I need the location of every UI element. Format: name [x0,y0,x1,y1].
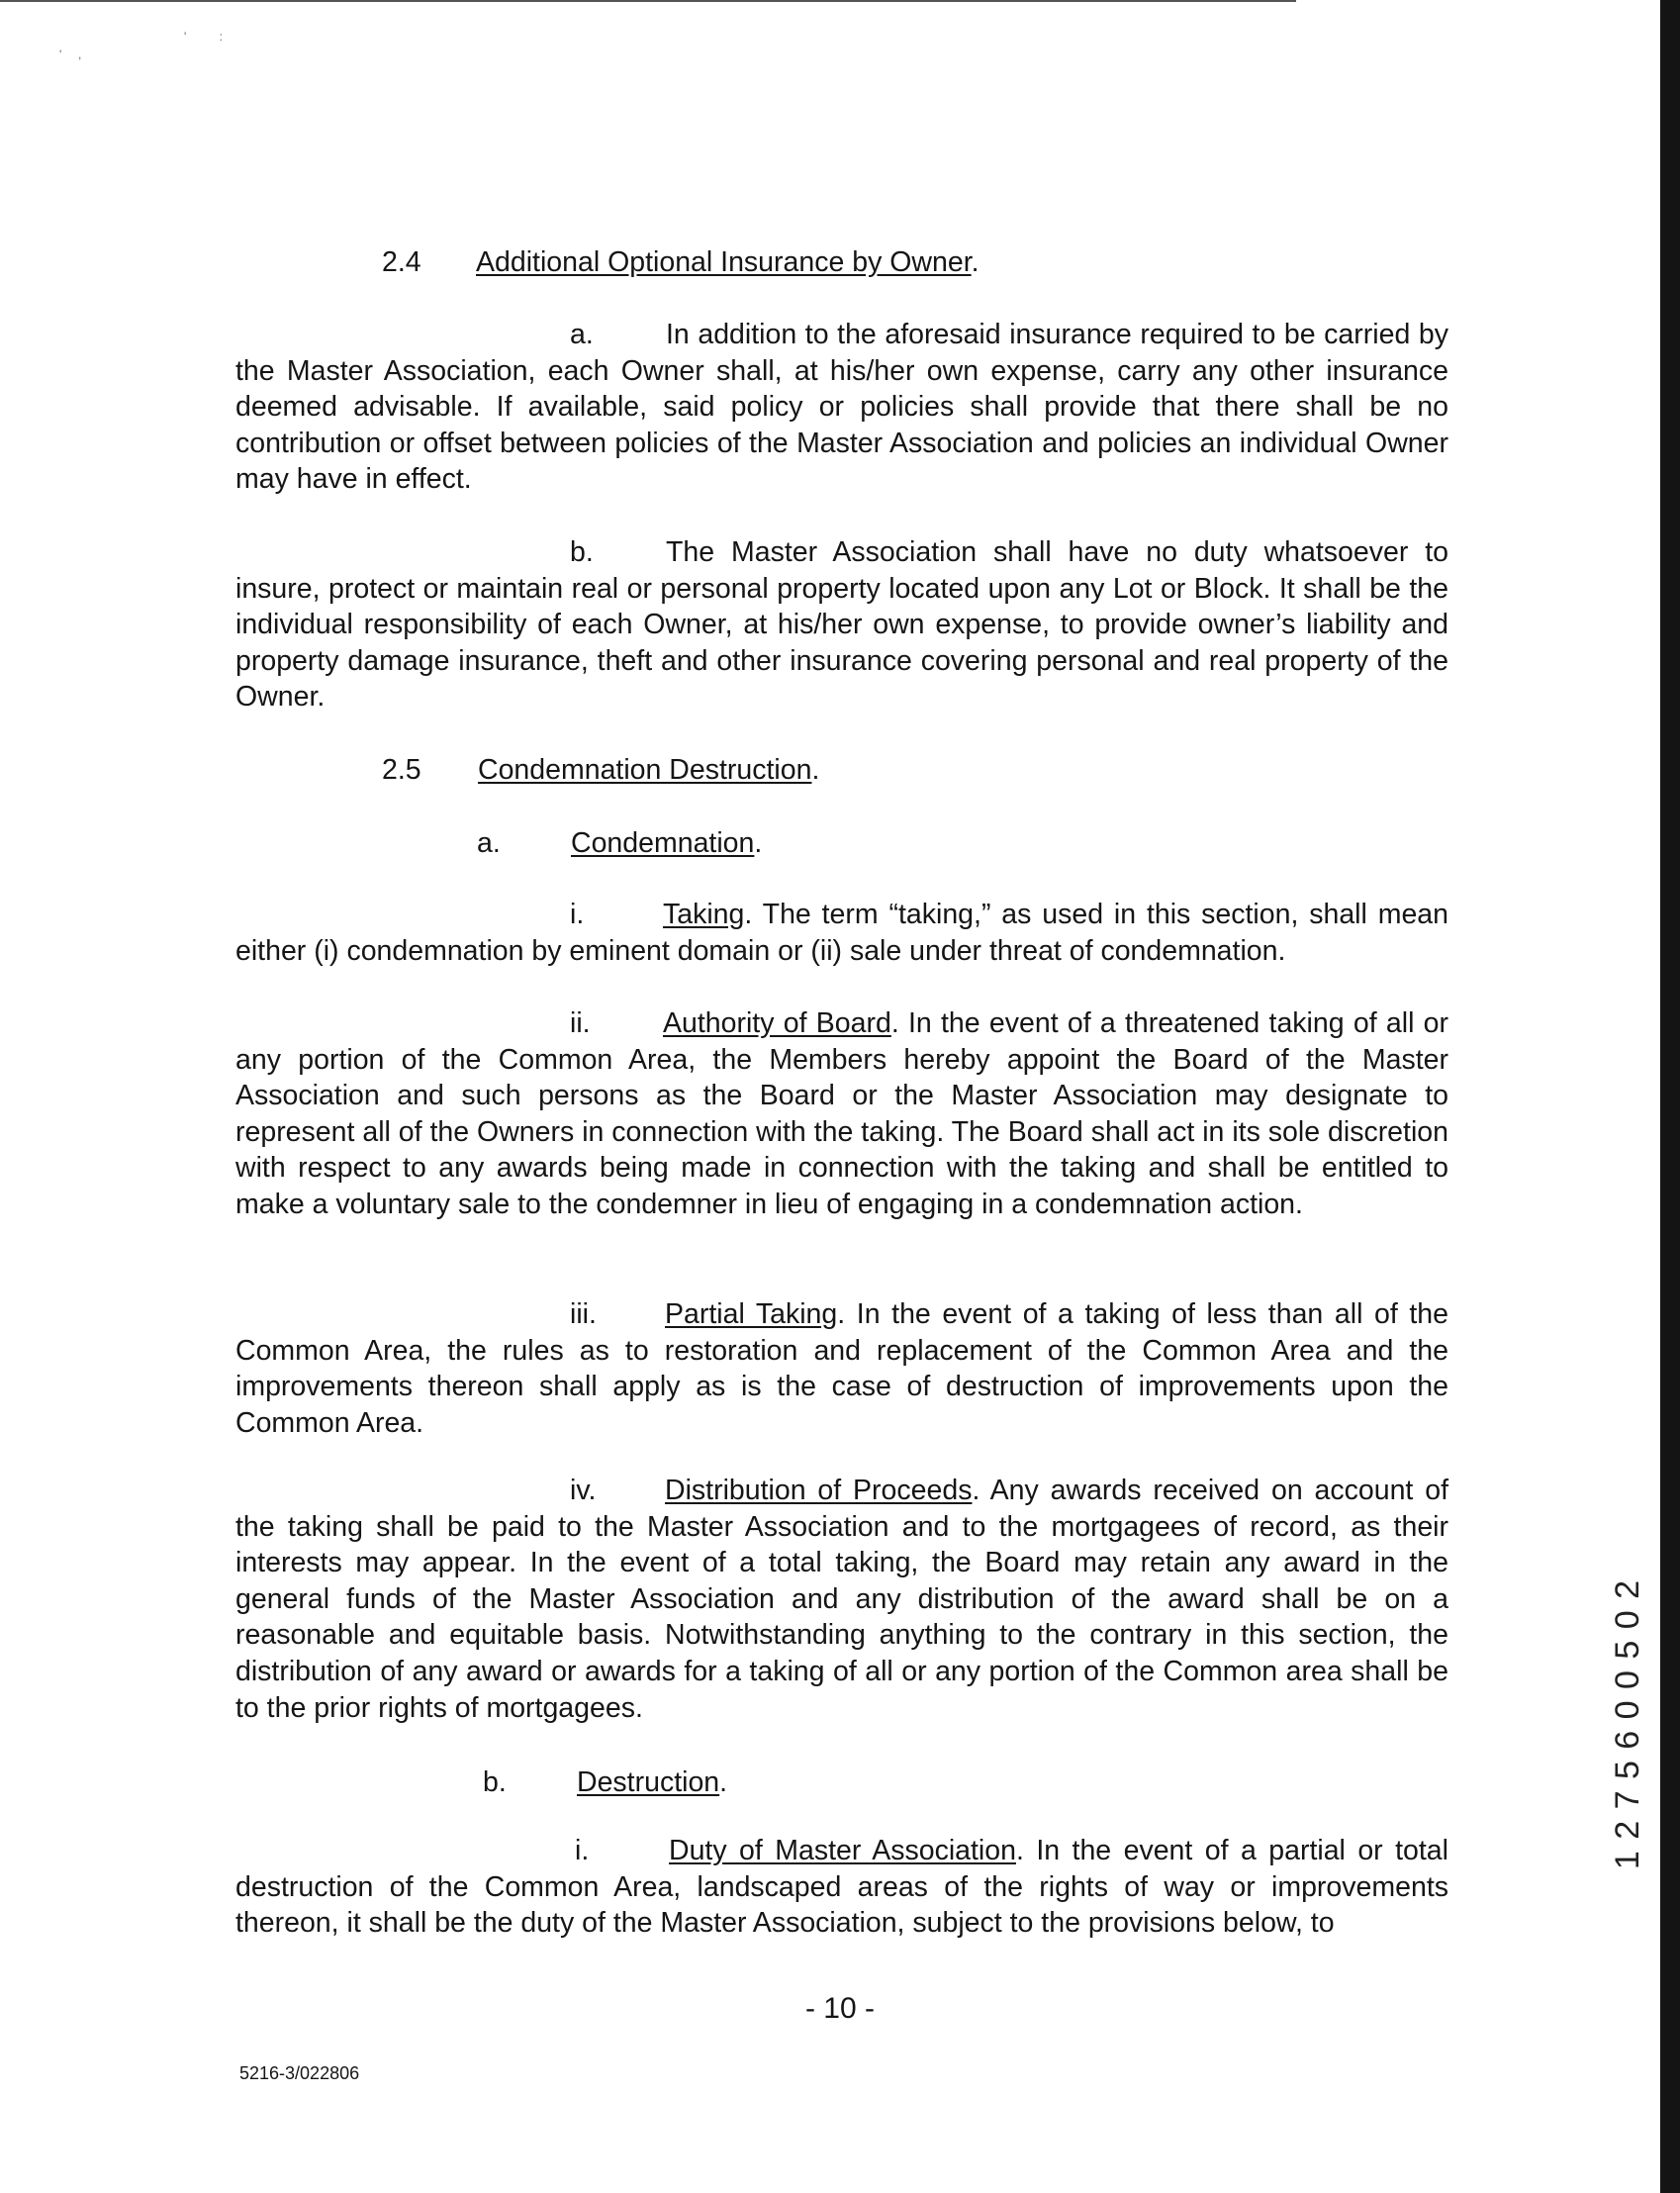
document-id: 5216-3/022806 [239,2063,360,2083]
subsection-b-heading: b. Destruction. [483,1766,728,1798]
item-first-line: In the event of a taking of less than all of [845,1298,1398,1330]
item-heading: Partial Taking [665,1298,838,1330]
subsection-marker: a. [477,827,501,859]
item-body: of the taking shall be paid to the Master Association and to the mortgagees of record, as their interests may appear. In the event of a total taking, the Board may retain any award in the general funds of the Master Association and any distribution of the award shall be on a reasonable and equitable basis. Notwithstanding anything to the contrary in this section, the distribution of any award or awards for a taking of all or any portion of the Common area shall be to the prior rights of mortgagees. [235,1475,1449,1724]
paragraph-2-4-b [235,534,1448,715]
scan-speck: ' , [59,48,82,61]
item-first-line: In the event of a threatened taking of [898,1007,1377,1039]
item-marker: iii. [570,1298,597,1330]
item-authority-of-board: ii. Authority of Board. In the event of a threatened taking of all or any portion of the Common Area, the Members hereby appoint the Board of the Master Association and such persons as the Board or the Master Association may designate to represent all of the Owners in connection with the taking. The Board shall act in its sole discretion with respect to any awards being made in connection with the taking and shall be entitled to make a voluntary sale to the condemner in lieu of engaging in a condemnation action. [235,1007,1449,1220]
item-body: the Common Area, the rules as to restoration and replacement of the Common Area and the improvements thereon shall apply as is the case of destruction of improvements upon the Common Area. [235,1298,1448,1439]
paragraph-marker: a. [570,319,594,350]
item-distribution-of-proceeds: iv. Distribution of Proceeds. Any awards received on account of the taking shall be paid to the Master Association and to the mortgagees of record, as their interests may appear. In the event of a total taking, the Board may retain any award in the general funds of the Master Association and any distribution of the award shall be on a reasonable and equitable basis. Notwithstanding anything to the contrary in this section, the distribution of any award or awards for a taking of all or any portion of the Common area shall be to the prior rights of mortgagees. [235,1475,1449,1724]
section-title: Additional Optional Insurance by Owner [476,246,972,278]
item-heading: Duty of Master Association [669,1835,1016,1866]
item-marker: ii. [570,1007,591,1039]
item-body: mean either (i) condemnation by eminent domain or (ii) sale under threat of condemnation. [235,899,1448,967]
item-body: destruction of the Common Area, landscaped areas of the rights of way or improvements thereon, it shall be the duty of the Master Association, subject to the provisions below, to [235,1870,1448,1940]
section-2-5-heading: 2.5 Condemnation Destruction. [382,754,820,786]
item-duty-of-master-association: i. Duty of Master Association. In the event of a partial or total destruction of the Common Area, landscaped areas of the rights of way or improvements thereon, it shall be the duty of the Master Association, subject to the provisions below, to [235,1835,1448,1940]
paragraph-body: protect or maintain real or personal property located upon any Lot or Block. It shall be the individual responsibility of each Owner, at his/her own expense, to provide owner’s liability and property damage insurance, theft and other insurance covering personal and real property of the Owner. [235,572,1448,714]
item-marker: i. [570,899,585,930]
item-first-line: The term “taking,” as used in this section, shall [752,899,1367,930]
paragraph-first-line: The Master Association shall have no duty whatsoever to insure, [235,536,1448,605]
item-heading: Distribution of Proceeds [665,1475,973,1506]
item-marker: i. [575,1835,590,1866]
paragraph-marker: b. [570,536,594,568]
scan-top-edge [0,0,1296,2]
item-heading: Taking [663,899,745,930]
subsection-marker: b. [483,1766,507,1798]
section-number: 2.5 [382,754,421,786]
section-2-4-heading: 2.4 Additional Optional Insurance by Owner. [382,246,980,278]
paragraph-first-line: In addition to the aforesaid insurance required to be carried by the [235,319,1448,387]
item-partial-taking: iii. Partial Taking. In the event of a taking of less than all of the Common Area, the rules as to restoration and replacement of the Common Area and the improvements thereon shall apply as is the case of destruction of improvements upon the Common Area. [235,1298,1448,1439]
section-title: Condemnation Destruction [478,754,812,786]
item-first-line: In the event of a partial or total [1023,1835,1448,1866]
recording-stamp-number: 1 2 7 5 6 0 0 5 0 2 [1609,1579,1646,1870]
item-heading: Authority of Board [663,1007,891,1039]
scan-speck: ' : [184,30,223,44]
subsection-title: Destruction [577,1766,720,1798]
paragraph-body: Master Association, each Owner shall, at his/her own expense, carry any other insurance deemed advisable. If available, said policy or policies shall provide that there shall be no contribution or offset between policies of the Master Association and policies an individual Owner may have in effect. [235,354,1448,496]
item-first-line: Any awards received on account [980,1475,1414,1506]
item-taking: i. Taking. The term “taking,” as used in this section, shall mean either (i) condemnation by eminent domain or (ii) sale under threat of condemnation. [235,899,1448,967]
item-marker: iv. [570,1475,597,1506]
paragraph-2-4-a [235,317,1448,498]
subsection-title: Condemnation [571,827,755,859]
item-body: all or any portion of the Common Area, the Members hereby appoint the Board of the Master Association and such persons as the Board or the Master Association may designate to represent all of the Owners in connection with the taking. The Board shall act in its sole discretion with respect to any awards being made in connection with the taking and shall be entitled to make a voluntary sale to the condemner in lieu of engaging in a condemnation action. [235,1007,1449,1220]
section-number: 2.4 [382,246,421,278]
page-number: - 10 - [804,1992,876,2025]
subsection-a-heading: a. Condemnation. [477,827,763,859]
scan-right-edge [1660,0,1680,2193]
